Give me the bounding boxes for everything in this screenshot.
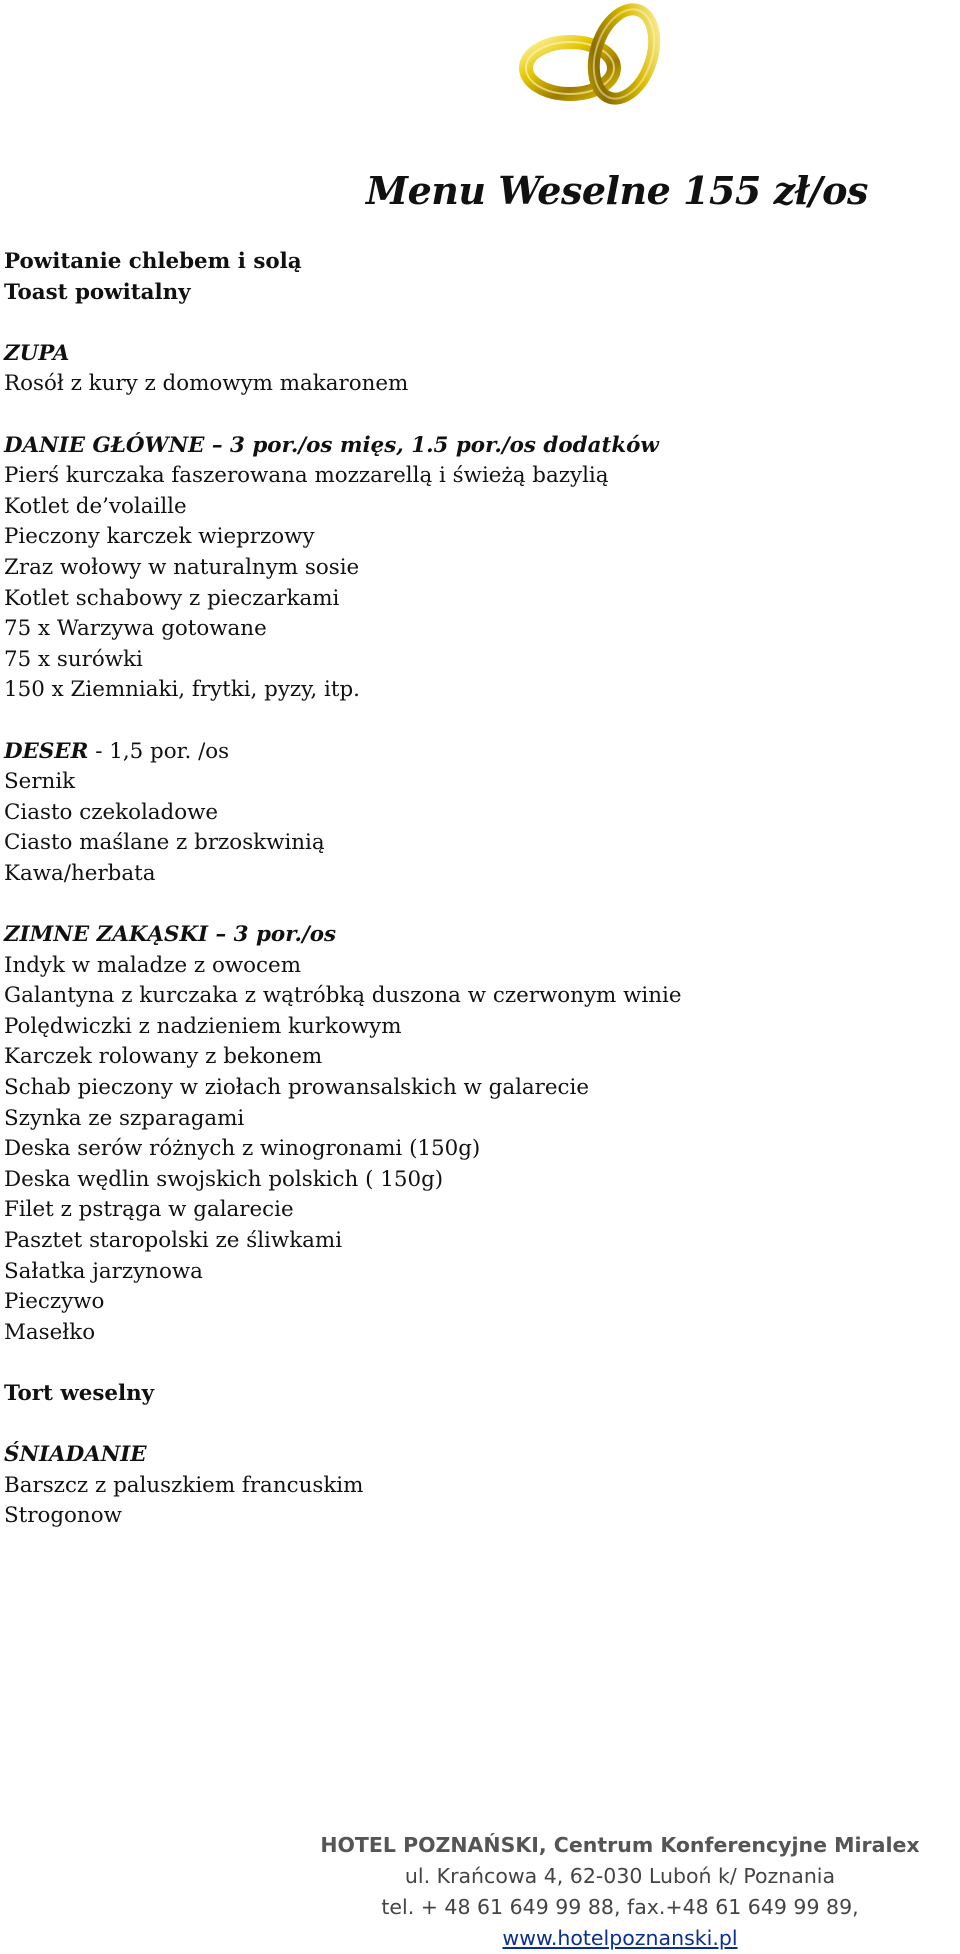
menu-item: Szynka ze szparagami xyxy=(4,1105,245,1131)
footer-address: ul. Krańcowa 4, 62-030 Luboń k/ Poznania xyxy=(404,1864,836,1888)
menu-item: Sałatka jarzynowa xyxy=(4,1258,203,1284)
menu-body xyxy=(4,247,944,1532)
menu-item: Ciasto czekoladowe xyxy=(4,799,219,825)
footer-phone-fax: tel. + 48 61 649 99 88, fax.+48 61 649 99 89, xyxy=(381,1895,859,1919)
menu-item: Barszcz z paluszkiem francuskim xyxy=(4,1472,364,1498)
menu-item: Karczek rolowany z bekonem xyxy=(4,1044,323,1070)
menu-item: 75 x surówki xyxy=(4,646,143,672)
wedding-rings-icon xyxy=(512,0,682,130)
menu-item: Kawa/herbata xyxy=(4,860,156,886)
deser-heading-line xyxy=(4,737,944,768)
sniadanie-heading: ŚNIADANIE xyxy=(4,1442,147,1468)
footer-contact-line xyxy=(280,1892,960,1954)
menu-item: Deska wędlin swojskich polskich ( 150g) xyxy=(4,1166,444,1192)
intro-line: Toast powitalny xyxy=(4,279,191,305)
menu-item: 150 x Ziemniaki, frytki, pyzy, itp. xyxy=(4,677,360,703)
menu-item: Schab pieczony w ziołach prowansalskich w galarecie xyxy=(4,1075,590,1101)
footer-hotel-name: HOTEL POZNAŃSKI, Centrum Konferencyjne Miralex xyxy=(320,1833,920,1857)
danie-heading: DANIE GŁÓWNE – 3 por./os mięs, 1.5 por./os dodatków xyxy=(4,432,659,458)
menu-item: Masełko xyxy=(4,1319,96,1345)
menu-item: Deska serów różnych z winogronami (150g) xyxy=(4,1136,481,1162)
menu-item: Pieczywo xyxy=(4,1289,105,1315)
menu-item: Kotlet de’volaille xyxy=(4,493,187,519)
menu-item: Pierś kurczaka faszerowana mozzarellą i świeżą bazylią xyxy=(4,463,609,489)
menu-item: Indyk w maladze z owocem xyxy=(4,952,301,978)
deser-portion: - 1,5 por. /os xyxy=(88,738,230,764)
tort-heading: Tort weselny xyxy=(4,1380,155,1406)
menu-item: Polędwiczki z nadzieniem kurkowym xyxy=(4,1013,402,1039)
menu-item: Kotlet schabowy z pieczarkami xyxy=(4,585,340,611)
website-link[interactable]: www.hotelpoznanski.pl xyxy=(502,1926,738,1950)
zimne-heading: ZIMNE ZAKĄSKI – 3 por./os xyxy=(4,922,337,948)
zupa-heading: ZUPA xyxy=(4,340,70,366)
menu-item: Ciasto maślane z brzoskwinią xyxy=(4,830,325,856)
menu-item: Pieczony karczek wieprzowy xyxy=(4,524,315,550)
intro-line: Powitanie chlebem i solą xyxy=(4,249,302,274)
menu-item: Zraz wołowy w naturalnym sosie xyxy=(4,554,360,580)
footer xyxy=(280,1830,960,1954)
page-title: Menu Weselne 155 zł/os xyxy=(366,168,868,213)
menu-item: 75 x Warzywa gotowane xyxy=(4,616,267,642)
menu-item: Filet z pstrąga w galarecie xyxy=(4,1197,294,1223)
menu-item: Rosół z kury z domowym makaronem xyxy=(4,371,409,397)
deser-heading: DESER xyxy=(4,738,89,764)
menu-item: Sernik xyxy=(4,769,76,795)
menu-item: Pasztet staropolski ze śliwkami xyxy=(4,1228,343,1253)
menu-item: Galantyna z kurczaka z wątróbką duszona w czerwonym winie xyxy=(4,983,682,1009)
menu-item: Strogonow xyxy=(4,1503,122,1529)
